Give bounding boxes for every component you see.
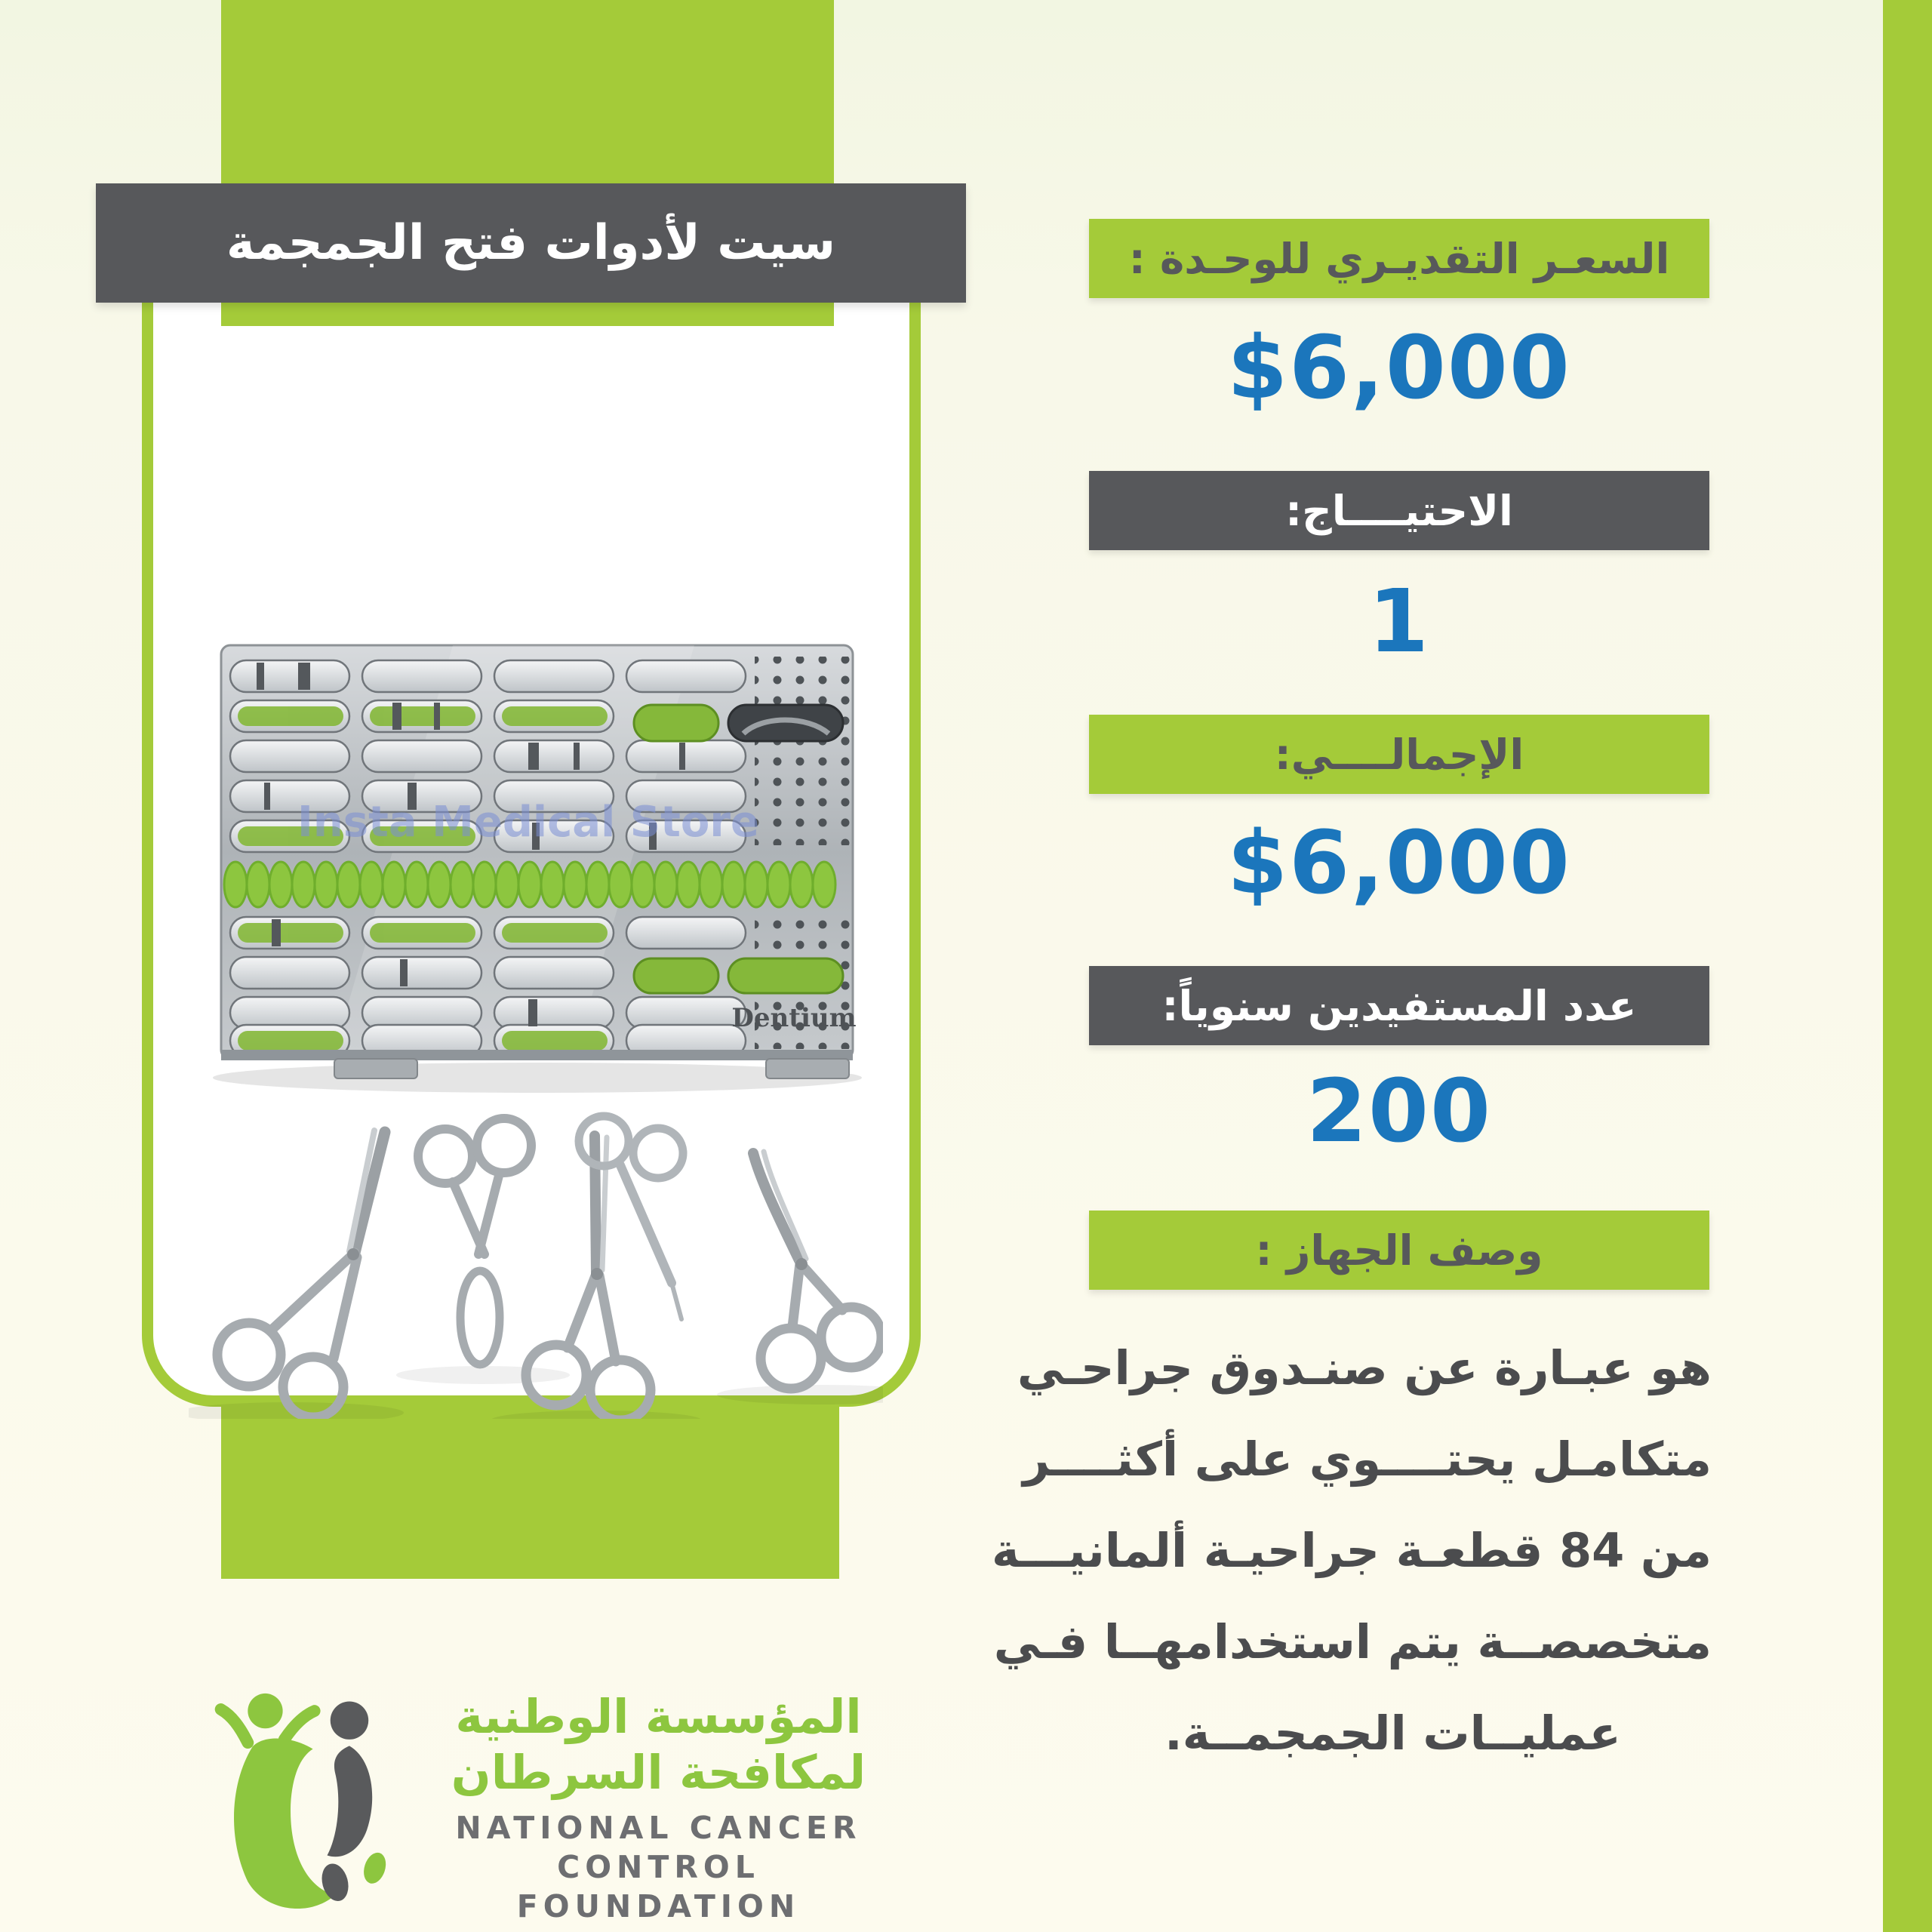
title-banner: [96, 183, 966, 303]
scissors-icon: [217, 1131, 385, 1417]
brand-label: Dentium: [731, 1003, 857, 1033]
nccf-logo-text: [441, 1689, 875, 1926]
beneficiaries-label: عدد المستفيدين سنوياً:: [1089, 966, 1709, 1045]
towel-clamp-icon: [418, 1118, 531, 1364]
logo-figures: [221, 1694, 390, 1909]
green-band-bottom-left: [221, 1395, 839, 1579]
nccf-logo-icon: [210, 1679, 429, 1909]
description-line: هو عبـارة عن صنـدوق جراحـي: [1017, 1340, 1712, 1395]
description-line: عمليــات الجمجمــة.: [1164, 1706, 1621, 1761]
device-description-label: وصف الجهاز :: [1089, 1211, 1709, 1290]
unit-price-value: $6,000: [1227, 318, 1571, 419]
total-label: الإجمالــــي:: [1089, 715, 1709, 794]
page-title: سيت لأدوات فتح الجمجمة: [226, 215, 836, 271]
watermark-text: Insta Medical Store: [297, 798, 759, 847]
logo-english-line: CONTROL FOUNDATION: [516, 1849, 801, 1924]
need-value: 1: [1367, 571, 1431, 672]
hemostat-icon: [753, 1152, 881, 1389]
total-value: $6,000: [1227, 813, 1571, 914]
description-line: متخصصــة يتم استخدامهــا فـي: [993, 1614, 1712, 1669]
need-label: الاحتيــــاج:: [1089, 471, 1709, 550]
logo-english-line: NATIONAL CANCER: [455, 1810, 862, 1846]
cassette-shadow: [213, 1063, 862, 1093]
logo-arabic-line: المؤسسة الوطنية: [455, 1689, 862, 1744]
product-photo: [189, 626, 883, 1419]
surgical-instruments: [189, 1116, 883, 1419]
description-line: متكامـل يحتــــوي على أكثــــر: [1023, 1432, 1712, 1487]
beneficiaries-value: 200: [1306, 1061, 1493, 1162]
description-line: من 84 قطعـة جراحيـة ألمانيـــة: [991, 1523, 1712, 1578]
device-description-text: [991, 1322, 1712, 1779]
unit-price-label: السعـر التقديـري للوحـدة :: [1089, 219, 1709, 298]
logo-arabic-line: لمكافحة السرطان: [451, 1745, 866, 1800]
green-band-right: [1883, 0, 1932, 1932]
cassette: [221, 645, 857, 1078]
dot-grid-top: [755, 657, 850, 845]
